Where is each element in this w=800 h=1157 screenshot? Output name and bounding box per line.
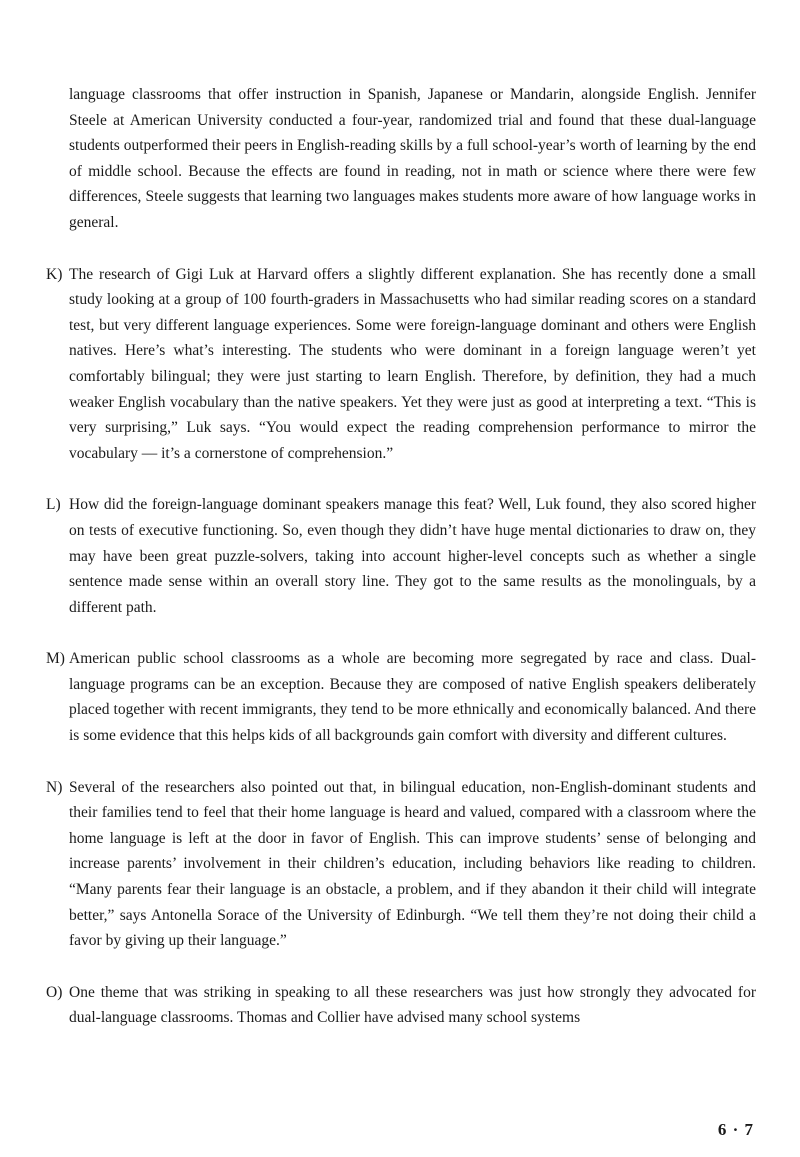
paragraph-k [46,262,756,467]
paragraph-letter: N) [46,778,63,796]
paragraph-letter: K) [46,265,63,283]
paragraph-letter: O) [46,983,63,1001]
document-body [46,82,756,1057]
paragraph-o [46,980,756,1031]
paragraph-l [46,492,756,620]
paragraph-letter: M) [46,650,65,668]
page-number: 6 · 7 [717,1120,754,1139]
paragraph-text: American public school classrooms as a whole are becoming more segregated by race and class. Dual-language programs can be an exception. Because they are composed of native English speakers deliberately placed together with recent immigrants, they tend to be more ethnically and economically balanced. And there is some evidence that this helps kids of all backgrounds gain comfort with diversity and different cultures. [69,650,756,745]
paragraph-text: Several of the researchers also pointed out that, in bilingual education, non-English-dominant students and their families tend to feel that their home language is heard and valued, compared with a classroom where the home language is left at the door in favor of English. This can improve students’ sense of belonging and increase parents’ involvement in their children’s education, including behaviors like reading to children. “Many parents fear their language is an obstacle, a problem, and if they abandon it their child will integrate better,” says Antonella Sorace of the University of Edinburgh. “We tell them they’re not doing their child a favor by giving up their language.” [69,778,756,950]
paragraph-continued [46,82,756,236]
paragraph-n [46,775,756,954]
paragraph-text: language classrooms that offer instruction in Spanish, Japanese or Mandarin, alongside English. Jennifer Steele at American University conducted a four-year, randomized trial and found that these dual-language students outperformed their peers in English-reading skills by a full school-year’s worth of learning by the end of middle school. Because the effects are found in reading, not in math or science where there were few differences, Steele suggests that learning two languages makes students more aware of how language works in general. [69,86,756,231]
paragraph-text: One theme that was striking in speaking to all these researchers was just how strongly they advocated for dual-language classrooms. Thomas and Collier have advised many school systems [69,983,756,1027]
paragraph-letter: L) [46,496,61,514]
paragraph-m [46,646,756,748]
paragraph-text: The research of Gigi Luk at Harvard offers a slightly different explanation. She has recently done a small study looking at a group of 100 fourth-graders in Massachusetts who had similar reading scores on a standard test, but very different language experiences. Some were foreign-language dominant and others were English natives. Here’s what’s interesting. The students who were dominant in a foreign language weren’t yet comfortably bilingual; they were just starting to learn English. Therefore, by definition, they had a much weaker English vocabulary than the native speakers. Yet they were just as good at interpreting a text. “This is very surprising,” Luk says. “You would expect the reading comprehension performance to mirror the vocabulary — it’s a cornerstone of comprehension.” [69,265,756,462]
paragraph-text: How did the foreign-language dominant speakers manage this feat? Well, Luk found, they also scored higher on tests of executive functioning. So, even though they didn’t have huge mental dictionaries to draw on, they may have been great puzzle-solvers, taking into account higher-level concepts such as whether a single sentence made sense within an overall story line. They got to the same results as the monolinguals, by a different path. [69,496,756,616]
